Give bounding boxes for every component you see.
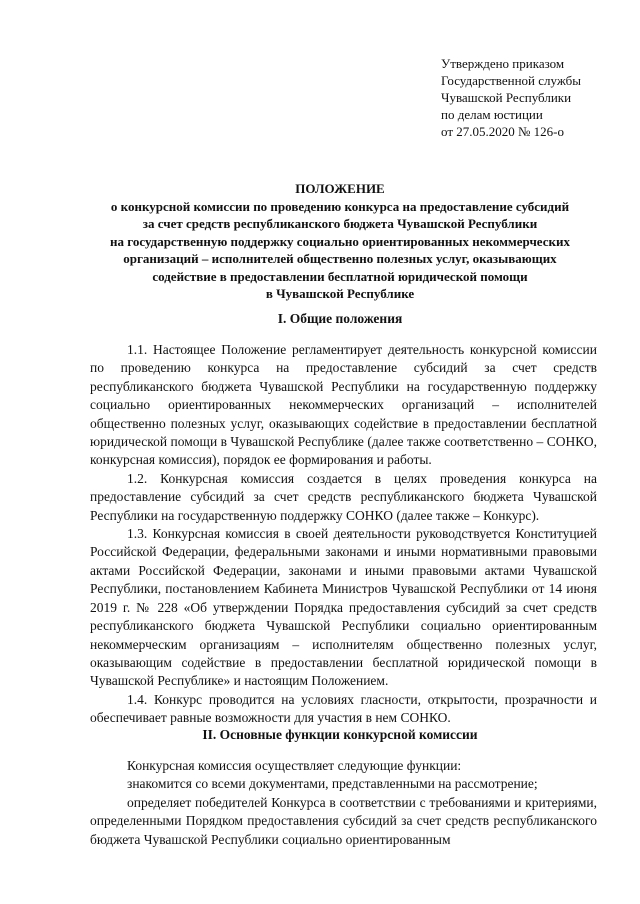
section-1-heading: I. Общие положения	[277, 311, 403, 326]
approval-stamp	[441, 55, 621, 140]
paragraph-2-item: знакомится со всеми документами, представленными на рассмотрение;	[127, 776, 538, 792]
section-2-heading: II. Основные функции конкурсной комиссии	[202, 727, 478, 742]
title-line: содействие в предоставлении бесплатной юридической помощи	[152, 268, 528, 284]
paragraph-2-intro: Конкурсная комиссия осуществляет следующие функции:	[127, 758, 462, 773]
paragraph-2-item: определяет победителей Конкурса в соответствии с требованиями и критериями, определенными Порядком предоставления субсидий за счет средств республиканского бюджета Чувашской Республики социально ориентированным	[90, 794, 597, 847]
title-line: за счет средств республиканского бюджета Чувашской Республики	[142, 216, 538, 231]
section-2-body	[90, 757, 597, 849]
approval-line: по делам юстиции	[441, 107, 543, 122]
approval-line: Государственной службы	[441, 73, 582, 88]
section-1-body	[90, 341, 597, 728]
title-heading: ПОЛОЖЕНИЕ	[295, 181, 385, 196]
title-line: о конкурсной комиссии по проведению конкурса на предоставление субсидий	[110, 198, 570, 214]
approval-line: Утверждено приказом	[441, 56, 565, 71]
title-line: на государственную поддержку социально ориентированных некоммерческих	[110, 233, 570, 249]
title-line: организаций – исполнителей общественно полезных услуг, оказывающих	[123, 251, 557, 266]
paragraph-1-2: 1.2. Конкурсная комиссия создается в целях проведения конкурса на предоставление субсидий за счет средств республиканского бюджета Чувашской Республики на государственную поддержку СОНКО (далее также – Конкурс).	[90, 470, 597, 523]
document-title	[80, 180, 600, 303]
approval-line: от 27.05.2020 № 126-о	[441, 124, 564, 139]
title-line: в Чувашской Республике	[265, 286, 415, 301]
approval-line: Чувашской Республики	[441, 90, 572, 105]
paragraph-1-3: 1.3. Конкурсная комиссия в своей деятельности руководствуется Конституцией Российской Федерации, федеральными законами и иными нормативными правовыми актами Российской Федерации, законами и иными правовыми актами Чувашской Республики, постановлением Кабинета Министров Чувашской Республики от 14 июня 2019 г. № 228 «Об утверждении Порядка предоставления субсидий за счет средств республиканского бюджета Чувашской Республики социально ориентированным некоммерческим организациям – исполнителям общественно полезных услуг, оказывающим содействие в предоставлении бесплатной юридической помощи в Чувашской Республике» и настоящим Положением.	[90, 526, 597, 689]
paragraph-1-4: 1.4. Конкурс проводится на условиях гласности, открытости, прозрачности и обеспечивает равные возможности для участия в нем СОНКО.	[90, 691, 597, 726]
paragraph-1-1: 1.1. Настоящее Положение регламентирует деятельность конкурсной комиссии по проведению конкурса на предоставление субсидий за счет средств республиканского бюджета Чувашской Республики на государственную поддержку социально ориентированных некоммерческих организаций – исполнителей общественно полезных услуг, оказывающих содействие в предоставлении бесплатной юридической помощи в Чувашской Республике (далее также соответственно – СОНКО, конкурсная комиссия), порядок ее формирования и работы.	[90, 342, 597, 468]
